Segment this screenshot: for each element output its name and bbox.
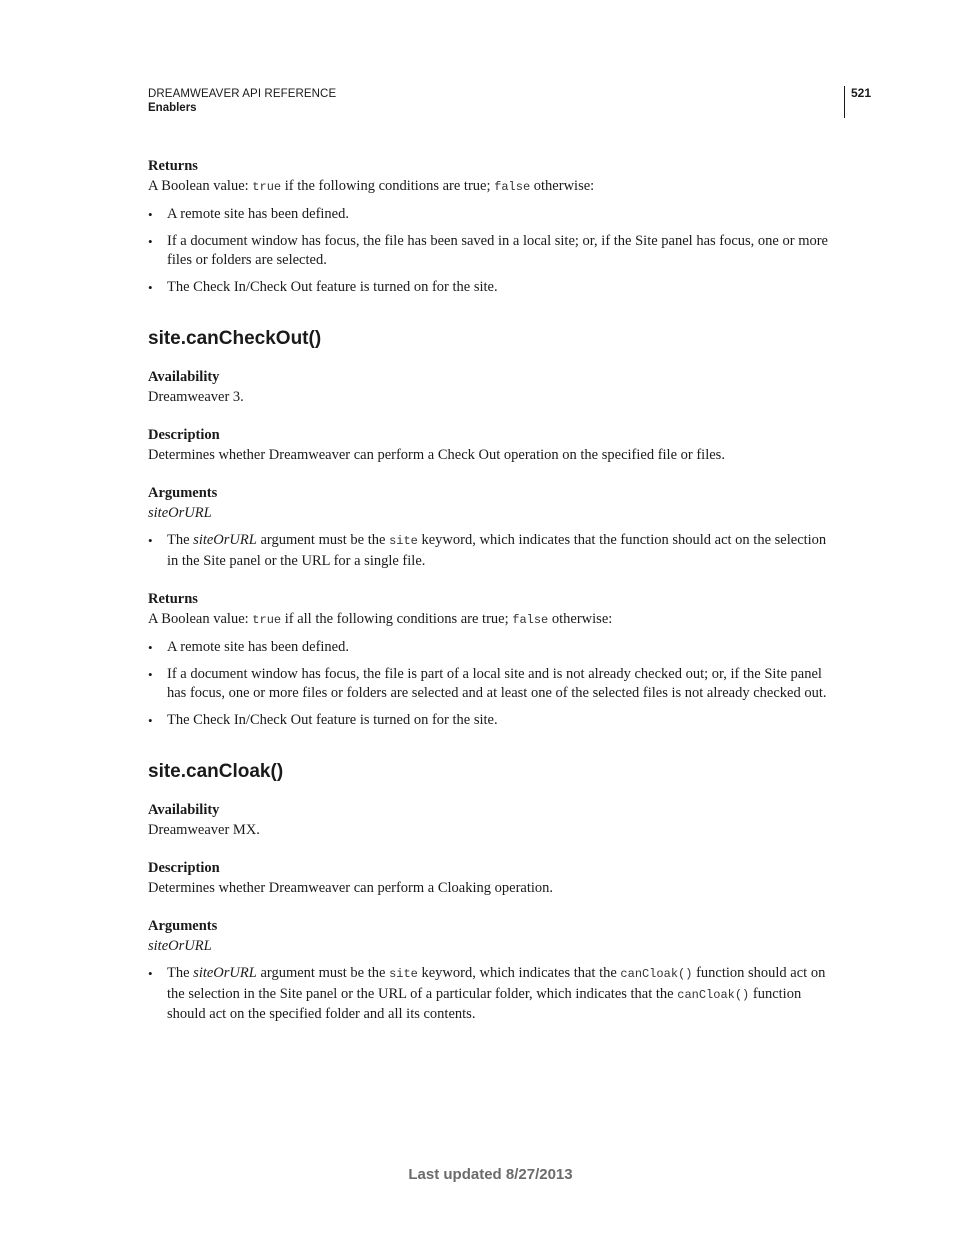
description-heading: Description	[148, 860, 220, 876]
description-text: Determines whether Dreamweaver can perform a Check Out operation on the specified file or files.	[148, 447, 725, 463]
returns-text: A Boolean value: true if the following conditions are true; false otherwise:	[148, 178, 595, 194]
code-cancloak: canCloak()	[677, 987, 750, 1002]
page-number: 521	[851, 86, 872, 100]
conditions-list	[148, 205, 840, 297]
chapter-title: Enablers	[148, 102, 197, 114]
arguments-list	[148, 531, 840, 571]
document-title: DREAMWEAVER API REFERENCE	[148, 88, 337, 100]
arguments-heading: Arguments	[148, 918, 218, 934]
page-number-divider	[844, 86, 845, 118]
availability-heading: Availability	[148, 802, 220, 818]
code-site: site	[389, 967, 418, 981]
list-item: • The siteOrURL argument must be the site keyword, which indicates that the canCloak() function should act on the selection in the Site panel or the URL of a particular folder, which indicates that the canCloak() function should act on the specified folder and all its contents.	[148, 964, 840, 1025]
list-item: • A remote site has been defined.	[148, 205, 840, 225]
list-item: • If a document window has focus, the file has been saved in a local site; or, if the Site panel has focus, one or more files or folders are selected.	[148, 232, 840, 271]
description-text: Determines whether Dreamweaver can perform a Cloaking operation.	[148, 880, 554, 896]
returns-heading: Returns	[148, 158, 198, 174]
argument-name: siteOrURL	[148, 938, 212, 954]
last-updated-footer: Last updated 8/27/2013	[408, 1166, 573, 1183]
list-item: • A remote site has been defined.	[148, 638, 840, 658]
function-title-cancheckout: site.canCheckOut()	[148, 328, 322, 349]
code-cancloak: canCloak()	[620, 967, 693, 981]
list-item: • The Check In/Check Out feature is turned on for the site.	[148, 278, 840, 298]
returns-text: A Boolean value: true if all the following conditions are true; false otherwise:	[148, 611, 613, 627]
arguments-list	[148, 964, 840, 1025]
description-heading: Description	[148, 427, 220, 443]
code-site: site	[389, 534, 418, 548]
code-false: false	[512, 613, 549, 627]
list-item: • The siteOrURL argument must be the site keyword, which indicates that the function should act on the selection in the Site panel or the URL for a single file.	[148, 531, 840, 571]
argument-name: siteOrURL	[148, 505, 212, 521]
running-header	[148, 88, 336, 114]
list-item: • The Check In/Check Out feature is turned on for the site.	[148, 711, 840, 731]
returns-heading: Returns	[148, 591, 198, 607]
availability-text: Dreamweaver MX.	[148, 822, 260, 838]
code-false: false	[494, 180, 531, 194]
function-title-cancloak: site.canCloak()	[148, 761, 284, 782]
list-item: • If a document window has focus, the file is part of a local site and is not already checked out; or, if the Site panel has focus, one or more files or folders are selected and at least one of the selected files is not already checked out.	[148, 665, 840, 704]
availability-text: Dreamweaver 3.	[148, 389, 244, 405]
arguments-heading: Arguments	[148, 485, 218, 501]
code-true: true	[252, 613, 282, 627]
availability-heading: Availability	[148, 369, 220, 385]
page-content	[148, 156, 840, 1032]
conditions-list	[148, 638, 840, 730]
code-true: true	[252, 180, 282, 194]
